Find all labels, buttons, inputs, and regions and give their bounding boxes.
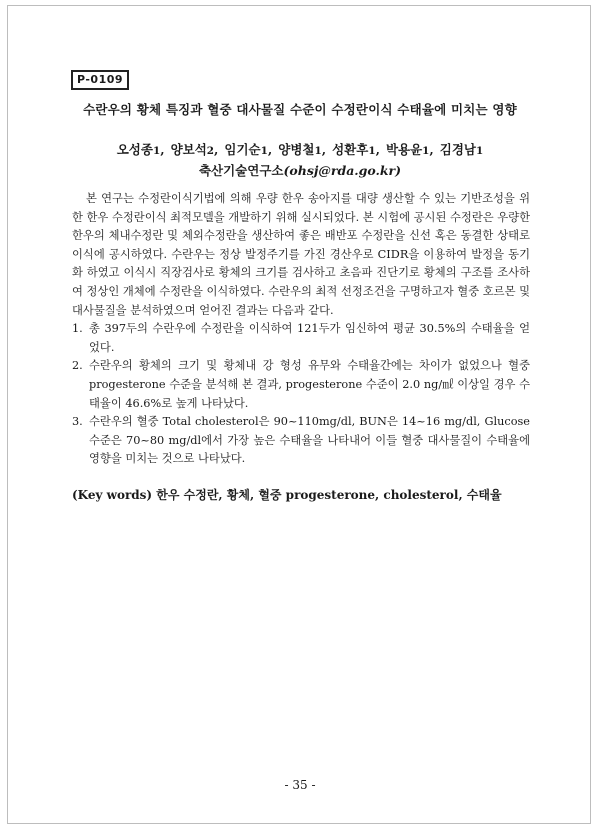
author-list (75, 140, 525, 158)
keywords: (Key words) 한우 수정란, 황체, 혈중 progesterone, cholesterol, 수태율 (72, 488, 502, 502)
result-text: 총 397두의 수란우에 수정란을 이식하여 121두가 임신하여 평균 30.5%의 수태율을 얻었다. (89, 322, 530, 354)
author-name: 김경남 (439, 142, 477, 157)
author-affiliation-mark: 1 (152, 145, 161, 157)
author-affiliation-mark: 1 (422, 145, 430, 157)
result-item (72, 320, 530, 357)
page-number: - 35 - (284, 778, 316, 792)
author-affiliation-mark: 1 (476, 145, 484, 157)
result-text: 수란우의 황체의 크기 및 황체내 강 형성 유무와 수태율간에는 차이가 없었으나 혈중 progesterone 수준을 분석해 본 결과, progesterone 수준이 2.0 ng/㎖ 이상일 경우 수태율이 46.6%로 높게 나타났다. (89, 359, 530, 410)
author-affiliation-mark: 1 (368, 145, 376, 157)
result-number: 3. (72, 415, 83, 429)
author-affiliation-mark: 1 (314, 145, 322, 157)
author-name: 임기순 (224, 142, 261, 157)
author-separator: , (214, 142, 219, 157)
author-separator: , (375, 142, 380, 157)
author-name: 양보석 (170, 142, 207, 157)
author-separator: , (267, 142, 273, 157)
author-name: 성환후 (332, 142, 369, 157)
author-name: 오성종 (116, 142, 153, 157)
results-list (72, 320, 530, 469)
affiliation (75, 161, 525, 179)
poster-code: P-0109 (71, 70, 129, 90)
author-email: (ohsj@rda.go.kr) (283, 163, 402, 178)
result-text: 수란우의 혈중 Total cholesterol은 90~110mg/dl, BUN은 14~16 mg/dl, Glucose 수준은 70~80 mg/dl에서 가장 높은 수태율을 나타내어 이들 혈중 대사물질이 수태율에 영향을 미치는 것으로 나타났다. (89, 415, 530, 466)
author-affiliation-mark: 2 (206, 145, 215, 157)
institute-name: 축산기술연구소 (198, 163, 284, 178)
author-name: 양병철 (278, 142, 315, 157)
author-affiliation-mark: 1 (260, 145, 268, 157)
author-separator: , (429, 142, 434, 157)
abstract-paragraph: 본 연구는 수정란이식기법에 의해 우량 한우 송아지를 대량 생산할 수 있는 기반조성을 위한 한우 수정란이식 최적모델을 개발하기 위해 실시되었다. 본 시험에 공시된 수정란은 우량한 한우의 체내수정란 및 체외수정란을 생산하여 좋은 배반포 수정란을 신선 혹은 동결한 상태로 이식에 공시하였다. 수란우는 정상 발정주기를 가진 경산우로 CIDR을 이용하여 발정을 동기화 하였고 이식시 직장검사로 황체의 크기를 검사하고 초음파 진단기로 황체의 구조를 조사하여 정상인 개체에 수정란을 이식하였다. 수란우의 최적 선정조건을 구명하고자 혈중 호르몬 및 대사물질을 분석하였으며 얻어진 결과는 다음과 같다. (72, 192, 531, 317)
author-separator: , (160, 142, 165, 157)
result-number: 1. (72, 322, 83, 336)
result-item (72, 413, 530, 469)
result-number: 2. (72, 359, 83, 373)
author-separator: , (321, 142, 327, 157)
author-name: 박용윤 (385, 142, 423, 157)
abstract-body (72, 190, 530, 469)
author-row (117, 140, 484, 158)
paper-title: 수란우의 황체 특징과 혈중 대사물질 수준이 수정란이식 수태율에 미치는 영향 (83, 102, 517, 117)
result-item (72, 357, 530, 413)
